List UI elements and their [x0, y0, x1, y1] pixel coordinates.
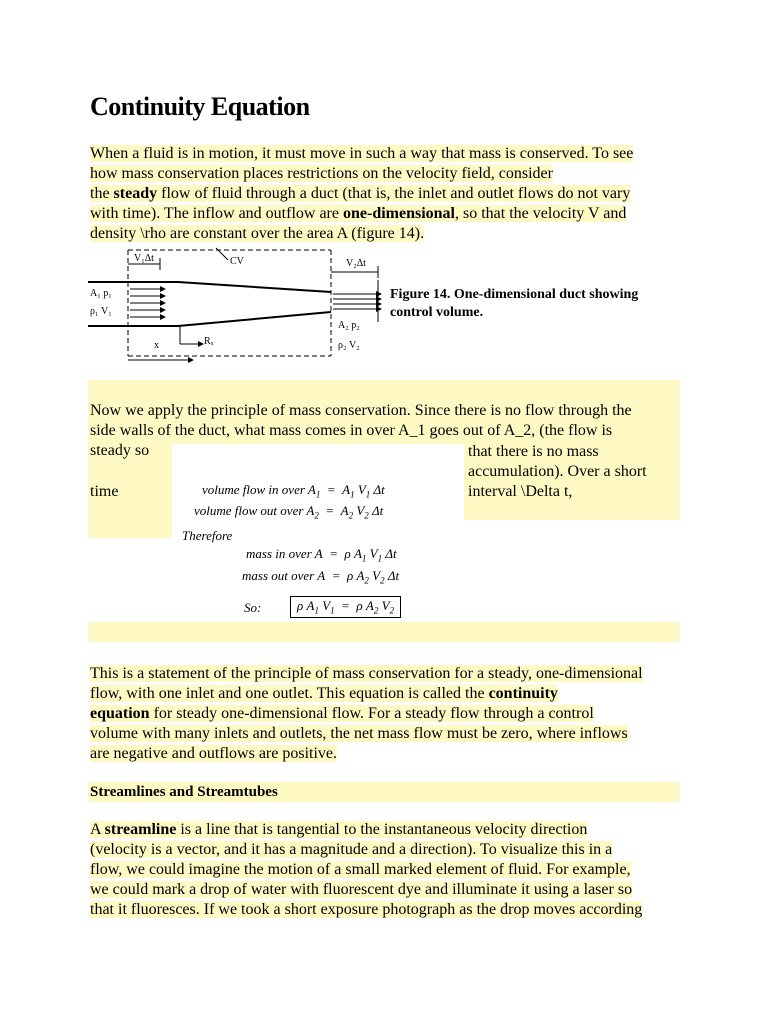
intro-paragraph [90, 144, 680, 244]
one-dimensional-term: one-dimensional [342, 205, 455, 222]
mass-line: Now we apply the principle of mass conservation. Since there is no flow through the [90, 402, 632, 419]
streamline-term: streamline [104, 821, 177, 838]
rho1v1-label: ρ₁ V₁ [90, 306, 112, 317]
duct-top-wall-taper [178, 282, 331, 292]
therefore-label: Therefore [182, 528, 233, 543]
statement-line: flow, with one inlet and one outlet. This equation is called the [90, 685, 489, 702]
duct-bottom-wall-taper [178, 312, 331, 326]
mass-line: steady so [90, 442, 150, 459]
statement-line: volume with many inlets and outlets, the net mass flow must be zero, where inflows [90, 725, 628, 742]
intro-line: the [90, 185, 114, 202]
page-title: Continuity Equation [90, 92, 310, 121]
statement-line: are negative and outflows are positive. [90, 745, 338, 762]
mass-line: side walls of the duct, what mass comes in over A_1 goes out of A_2, (the flow is [90, 422, 613, 439]
mass-right-line: interval \Delta t, [468, 483, 573, 500]
inlet-arrowhead [160, 300, 166, 306]
statement-paragraph [90, 664, 680, 764]
outlet-arrowhead [376, 291, 382, 297]
outlet-arrowhead [376, 296, 382, 302]
inlet-arrowhead [160, 293, 166, 299]
intro-line: density \rho are constant over the area A (figure 14). [90, 225, 425, 242]
v1dt-label: V₁Δt [134, 253, 154, 264]
a1p1-label: A₁ p₁ [90, 288, 112, 299]
a2p2-label: A₂ p₂ [338, 320, 360, 331]
streamline-line: that it fluoresces. If we took a short exposure photograph as the drop moves according [90, 901, 643, 918]
x-arrowhead [188, 357, 194, 363]
intro-line: , so that the velocity V and [455, 205, 627, 222]
figure-caption: Figure 14. One-dimensional duct showing control volume. [390, 287, 639, 320]
statement-line: for steady one-dimensional flow. For a steady flow through a control [149, 705, 594, 722]
inlet-arrowhead [160, 286, 166, 292]
mass-right-column [468, 442, 647, 502]
outlet-arrowhead [376, 301, 382, 307]
continuity-result-box: ρ $A_1$ $V_1 = \rho$ $A_2$ $V_2$ [290, 596, 401, 618]
inlet-arrowhead [160, 307, 166, 313]
streamline-line: A [90, 821, 105, 838]
equation-mass-out: mass out over A = ρ $A_2$ $V_2$ Δt [242, 568, 400, 586]
continuity-term: continuity [488, 685, 558, 702]
rho2v2-label: ρ₂ V₂ [338, 340, 360, 351]
intro-line: how mass conservation places restrictions on the velocity field, consider [90, 165, 553, 182]
streamline-line: (velocity is a vector, and it has a magnitude and a direction). To visualize this in a [90, 841, 613, 858]
rx-label: Rₓ [204, 336, 214, 347]
mass-block-footer [88, 622, 680, 642]
duct-diagram [88, 244, 388, 364]
cv-label: CV [230, 256, 244, 267]
inlet-arrowhead [160, 314, 166, 320]
outlet-arrowhead [376, 306, 382, 312]
steady-term: steady [113, 185, 158, 202]
cell-pad [88, 520, 172, 538]
statement-line: This is a statement of the principle of mass conservation for a steady, one-dimensional [90, 665, 643, 682]
equation-mass-in: mass in over A = ρ $A_1$ $V_1$ Δt [246, 546, 397, 564]
streamline-line: we could mark a drop of water with fluorescent dye and illuminate it using a laser so [90, 881, 633, 898]
mass-right-line: that there is no mass [468, 443, 599, 460]
streamline-line: flow, we could imagine the motion of a small marked element of fluid. For example, [90, 861, 631, 878]
intro-line: flow of fluid through a duct (that is, the inlet and outlet flows do not vary [157, 185, 631, 202]
equation-volume-in: volume flow in over $A_1 = A_1$ $V_1$ Δt [202, 482, 385, 500]
equation-volume-out: volume flow out over $A_2 = A_2$ $V_2$ Δt [194, 503, 384, 521]
mass-right-line: accumulation). Over a short [468, 463, 647, 480]
equation-term: equation [90, 705, 150, 722]
time-word: time [90, 483, 119, 500]
so-label: So: [244, 600, 262, 615]
intro-line: When a fluid is in motion, it must move in such a way that mass is conserved. To see [90, 145, 634, 162]
x-label: x [154, 340, 159, 351]
section-heading: Streamlines and Streamtubes [90, 784, 278, 800]
v2dt-label: V₂Δt [346, 258, 366, 269]
streamline-line: is a line that is tangential to the instantaneous velocity direction [176, 821, 588, 838]
streamline-paragraph [90, 820, 680, 920]
intro-line: with time). The inflow and outflow are [90, 205, 343, 222]
